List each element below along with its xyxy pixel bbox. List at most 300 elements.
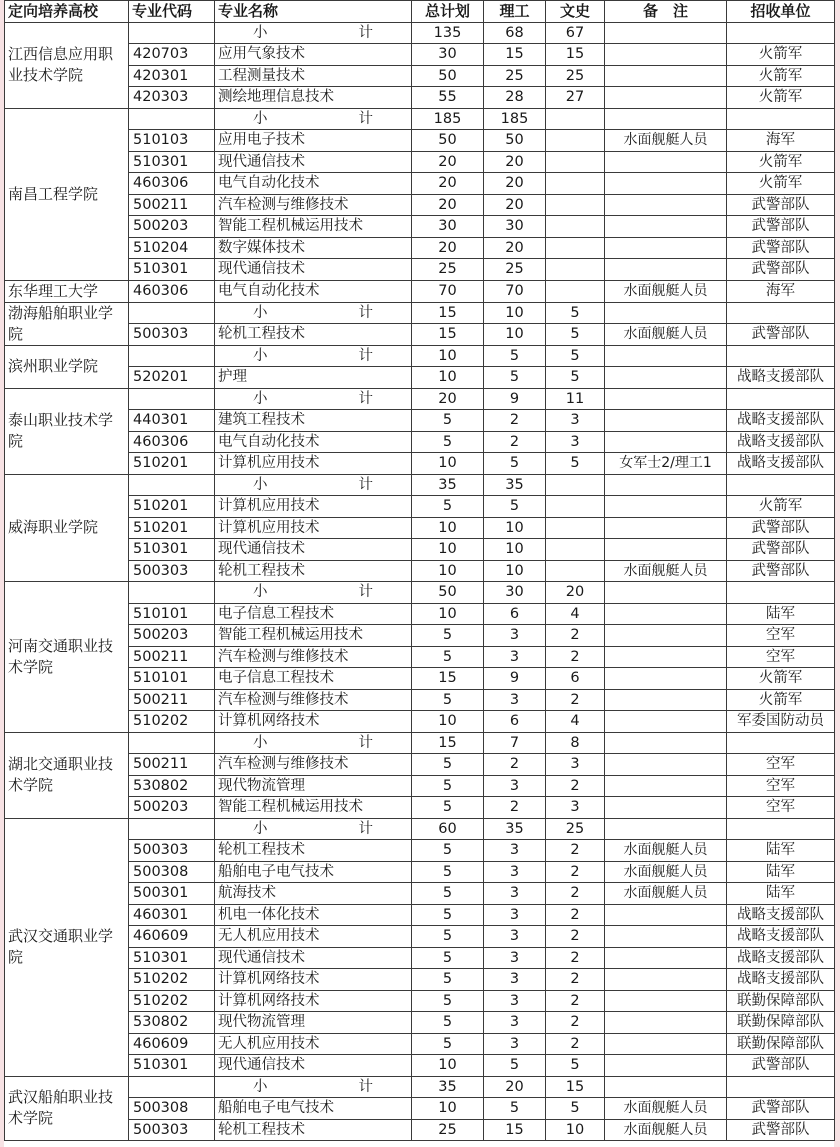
major-code: 500308 (129, 861, 215, 883)
recruiting-unit: 空军 (727, 754, 835, 776)
table-row (5, 65, 835, 87)
plan-total: 5 (412, 689, 484, 711)
header-total: 总计划 (412, 1, 484, 23)
subtotal-label (215, 732, 412, 754)
subtotal-row (5, 22, 835, 44)
plan-total: 5 (412, 754, 484, 776)
table-row (5, 496, 835, 518)
plan-science: 9 (484, 668, 546, 690)
subtotal-code-cell (129, 108, 215, 130)
remark (605, 65, 727, 87)
remark (605, 603, 727, 625)
remark (605, 668, 727, 690)
remark (605, 689, 727, 711)
subtotal-arts: 67 (546, 22, 605, 44)
plan-science: 15 (484, 1119, 546, 1141)
remark: 水面舰艇人员 (605, 861, 727, 883)
plan-total: 15 (412, 668, 484, 690)
plan-total: 10 (412, 539, 484, 561)
subtotal-code-cell (129, 818, 215, 840)
subtotal-arts: 25 (546, 818, 605, 840)
table-row (5, 1119, 835, 1141)
plan-arts: 3 (546, 431, 605, 453)
remark (605, 625, 727, 647)
plan-science: 30 (484, 216, 546, 238)
subtotal-total: 10 (412, 345, 484, 367)
enrollment-plan-sheet (4, 0, 834, 1147)
subtotal-note (605, 582, 727, 604)
plan-arts (546, 259, 605, 281)
major-code: 440301 (129, 410, 215, 432)
table-row (5, 151, 835, 173)
remark (605, 44, 727, 66)
major-name: 轮机工程技术 (215, 560, 412, 582)
plan-science: 50 (484, 130, 546, 152)
subtotal-label (215, 474, 412, 496)
plan-total: 5 (412, 646, 484, 668)
plan-science: 70 (484, 280, 546, 302)
plan-total: 5 (412, 990, 484, 1012)
plan-science: 2 (484, 797, 546, 819)
plan-arts (546, 216, 605, 238)
recruiting-unit: 火箭军 (727, 173, 835, 195)
subtotal-label (215, 108, 412, 130)
plan-total: 5 (412, 883, 484, 905)
remark (605, 904, 727, 926)
remark (605, 775, 727, 797)
recruiting-unit: 战略支援部队 (727, 947, 835, 969)
table-row (5, 324, 835, 346)
major-code: 510202 (129, 969, 215, 991)
remark (605, 969, 727, 991)
subtotal-label (215, 818, 412, 840)
plan-science: 2 (484, 754, 546, 776)
header-unit: 招收单位 (727, 1, 835, 23)
recruiting-unit: 联勤保障部队 (727, 1012, 835, 1034)
school-name: 威海职业学院 (5, 474, 129, 582)
plan-arts: 2 (546, 840, 605, 862)
plan-science: 5 (484, 453, 546, 475)
recruiting-unit: 空军 (727, 797, 835, 819)
subtotal-row (5, 108, 835, 130)
plan-arts: 2 (546, 990, 605, 1012)
recruiting-unit: 战略支援部队 (727, 367, 835, 389)
subtotal-total: 15 (412, 302, 484, 324)
plan-total: 5 (412, 947, 484, 969)
plan-science: 6 (484, 603, 546, 625)
subtotal-label-text: 小 计 (253, 24, 373, 41)
major-code: 420703 (129, 44, 215, 66)
major-name: 现代通信技术 (215, 151, 412, 173)
subtotal-science: 5 (484, 345, 546, 367)
subtotal-total: 35 (412, 1076, 484, 1098)
plan-science: 2 (484, 410, 546, 432)
remark (605, 367, 727, 389)
recruiting-unit: 战略支援部队 (727, 969, 835, 991)
subtotal-total: 20 (412, 388, 484, 410)
subtotal-science: 7 (484, 732, 546, 754)
major-code: 530802 (129, 1012, 215, 1034)
table-row (5, 259, 835, 281)
major-code: 460306 (129, 173, 215, 195)
table-row (5, 280, 835, 302)
subtotal-code-cell (129, 302, 215, 324)
recruiting-unit: 火箭军 (727, 496, 835, 518)
recruiting-unit: 武警部队 (727, 1098, 835, 1120)
plan-arts (546, 237, 605, 259)
plan-science: 3 (484, 883, 546, 905)
table-row (5, 539, 835, 561)
plan-total: 10 (412, 1098, 484, 1120)
table-row (5, 861, 835, 883)
remark: 水面舰艇人员 (605, 280, 727, 302)
major-code: 520201 (129, 367, 215, 389)
major-code: 510204 (129, 237, 215, 259)
major-code: 500303 (129, 560, 215, 582)
recruiting-unit: 火箭军 (727, 44, 835, 66)
school-name: 武汉交通职业学院 (5, 818, 129, 1076)
major-name: 计算机应用技术 (215, 517, 412, 539)
major-code: 500203 (129, 216, 215, 238)
recruiting-unit: 空军 (727, 775, 835, 797)
subtotal-label (215, 302, 412, 324)
plan-science: 20 (484, 151, 546, 173)
table-row (5, 668, 835, 690)
recruiting-unit: 陆军 (727, 840, 835, 862)
major-name: 轮机工程技术 (215, 1119, 412, 1141)
subtotal-code-cell (129, 345, 215, 367)
subtotal-unit (727, 345, 835, 367)
subtotal-label-text: 小 计 (253, 110, 373, 127)
plan-total: 5 (412, 969, 484, 991)
plan-arts: 2 (546, 625, 605, 647)
subtotal-note (605, 732, 727, 754)
major-code: 510103 (129, 130, 215, 152)
subtotal-arts (546, 474, 605, 496)
recruiting-unit: 海军 (727, 130, 835, 152)
subtotal-label-text: 小 计 (253, 584, 373, 601)
plan-arts: 2 (546, 947, 605, 969)
subtotal-unit (727, 732, 835, 754)
plan-science: 25 (484, 259, 546, 281)
table-row (5, 969, 835, 991)
plan-total: 10 (412, 1055, 484, 1077)
table-row (5, 904, 835, 926)
major-code: 460306 (129, 280, 215, 302)
header-code: 专业代码 (129, 1, 215, 23)
plan-total: 5 (412, 861, 484, 883)
major-code: 460609 (129, 926, 215, 948)
plan-total: 25 (412, 259, 484, 281)
plan-total: 30 (412, 216, 484, 238)
table-row (5, 603, 835, 625)
recruiting-unit: 火箭军 (727, 151, 835, 173)
major-code: 530802 (129, 775, 215, 797)
subtotal-science: 185 (484, 108, 546, 130)
remark (605, 990, 727, 1012)
subtotal-science: 68 (484, 22, 546, 44)
plan-total: 10 (412, 367, 484, 389)
table-row (5, 775, 835, 797)
major-name: 无人机应用技术 (215, 1033, 412, 1055)
plan-science: 20 (484, 194, 546, 216)
recruiting-unit: 战略支援部队 (727, 904, 835, 926)
remark (605, 754, 727, 776)
plan-arts: 5 (546, 1098, 605, 1120)
major-name: 无人机应用技术 (215, 926, 412, 948)
remark (605, 1033, 727, 1055)
subtotal-code-cell (129, 582, 215, 604)
remark (605, 216, 727, 238)
plan-science: 5 (484, 1055, 546, 1077)
school-name: 武汉船舶职业技术学院 (5, 1076, 129, 1141)
subtotal-note (605, 22, 727, 44)
remark (605, 410, 727, 432)
plan-total: 10 (412, 603, 484, 625)
recruiting-unit: 武警部队 (727, 539, 835, 561)
subtotal-note (605, 345, 727, 367)
table-row (5, 237, 835, 259)
recruiting-unit: 战略支援部队 (727, 926, 835, 948)
major-name: 汽车检测与维修技术 (215, 689, 412, 711)
major-code: 500211 (129, 646, 215, 668)
plan-arts: 2 (546, 775, 605, 797)
plan-arts: 2 (546, 689, 605, 711)
table-row (5, 87, 835, 109)
plan-total: 5 (412, 625, 484, 647)
major-name: 电气自动化技术 (215, 173, 412, 195)
major-name: 现代通信技术 (215, 259, 412, 281)
plan-science: 3 (484, 689, 546, 711)
remark (605, 173, 727, 195)
plan-science: 3 (484, 646, 546, 668)
remark (605, 259, 727, 281)
table-row (5, 410, 835, 432)
major-name: 计算机应用技术 (215, 453, 412, 475)
remark: 水面舰艇人员 (605, 840, 727, 862)
subtotal-arts (546, 108, 605, 130)
major-code: 500308 (129, 1098, 215, 1120)
subtotal-row (5, 474, 835, 496)
header-major: 专业名称 (215, 1, 412, 23)
recruiting-unit: 武警部队 (727, 1055, 835, 1077)
plan-total: 10 (412, 711, 484, 733)
plan-arts: 4 (546, 711, 605, 733)
plan-total: 5 (412, 904, 484, 926)
major-code: 510201 (129, 517, 215, 539)
plan-science: 5 (484, 367, 546, 389)
plan-total: 5 (412, 431, 484, 453)
subtotal-label-text: 小 计 (253, 347, 373, 364)
major-code: 460609 (129, 1033, 215, 1055)
plan-arts (546, 280, 605, 302)
subtotal-unit (727, 388, 835, 410)
recruiting-unit: 武警部队 (727, 517, 835, 539)
table-row (5, 367, 835, 389)
major-name: 汽车检测与维修技术 (215, 646, 412, 668)
plan-science: 3 (484, 840, 546, 862)
recruiting-unit: 军委国防动员 (727, 711, 835, 733)
remark (605, 646, 727, 668)
table-row (5, 883, 835, 905)
major-code: 500211 (129, 194, 215, 216)
plan-science: 10 (484, 539, 546, 561)
plan-total: 10 (412, 453, 484, 475)
subtotal-row (5, 818, 835, 840)
recruiting-unit: 空军 (727, 625, 835, 647)
plan-total: 20 (412, 194, 484, 216)
plan-total: 5 (412, 1012, 484, 1034)
subtotal-code-cell (129, 732, 215, 754)
subtotal-note (605, 818, 727, 840)
plan-arts: 2 (546, 646, 605, 668)
table-row (5, 216, 835, 238)
major-name: 计算机网络技术 (215, 969, 412, 991)
subtotal-arts: 5 (546, 345, 605, 367)
school-name: 东华理工大学 (5, 280, 129, 302)
plan-total: 5 (412, 1033, 484, 1055)
plan-total: 25 (412, 1119, 484, 1141)
major-code: 510301 (129, 151, 215, 173)
subtotal-unit (727, 474, 835, 496)
major-code: 420301 (129, 65, 215, 87)
remark (605, 1012, 727, 1034)
remark (605, 431, 727, 453)
plan-arts: 2 (546, 969, 605, 991)
plan-science: 2 (484, 431, 546, 453)
subtotal-row (5, 302, 835, 324)
plan-science: 20 (484, 173, 546, 195)
school-name: 渤海船舶职业学院 (5, 302, 129, 345)
subtotal-label-text: 小 计 (253, 304, 373, 321)
table-row (5, 431, 835, 453)
remark (605, 194, 727, 216)
school-name: 滨州职业学院 (5, 345, 129, 388)
remark (605, 151, 727, 173)
major-name: 航海技术 (215, 883, 412, 905)
subtotal-total: 35 (412, 474, 484, 496)
plan-science: 20 (484, 237, 546, 259)
plan-total: 50 (412, 130, 484, 152)
subtotal-note (605, 302, 727, 324)
major-code: 500211 (129, 689, 215, 711)
major-name: 应用电子技术 (215, 130, 412, 152)
recruiting-unit: 海军 (727, 280, 835, 302)
plan-arts: 10 (546, 1119, 605, 1141)
table-row (5, 797, 835, 819)
plan-total: 20 (412, 173, 484, 195)
plan-total: 20 (412, 151, 484, 173)
plan-arts: 2 (546, 1033, 605, 1055)
remark (605, 711, 727, 733)
subtotal-arts: 20 (546, 582, 605, 604)
remark: 水面舰艇人员 (605, 1098, 727, 1120)
subtotal-label-text: 小 计 (253, 390, 373, 407)
major-name: 现代通信技术 (215, 947, 412, 969)
plan-science: 10 (484, 324, 546, 346)
plan-total: 20 (412, 237, 484, 259)
table-row (5, 926, 835, 948)
major-code: 510301 (129, 1055, 215, 1077)
subtotal-unit (727, 302, 835, 324)
subtotal-science: 9 (484, 388, 546, 410)
recruiting-unit: 武警部队 (727, 259, 835, 281)
major-code: 420303 (129, 87, 215, 109)
plan-arts: 25 (546, 65, 605, 87)
table-row (5, 711, 835, 733)
recruiting-unit: 陆军 (727, 861, 835, 883)
table-row (5, 947, 835, 969)
subtotal-label-text: 小 计 (253, 734, 373, 751)
major-name: 计算机应用技术 (215, 496, 412, 518)
table-row (5, 990, 835, 1012)
major-code: 500203 (129, 797, 215, 819)
remark (605, 926, 727, 948)
subtotal-label-text: 小 计 (253, 820, 373, 837)
remark: 女军士2/理工1 (605, 453, 727, 475)
subtotal-unit (727, 582, 835, 604)
plan-total: 5 (412, 410, 484, 432)
major-name: 计算机网络技术 (215, 990, 412, 1012)
subtotal-code-cell (129, 22, 215, 44)
plan-science: 3 (484, 990, 546, 1012)
subtotal-science: 30 (484, 582, 546, 604)
subtotal-row (5, 732, 835, 754)
subtotal-science: 10 (484, 302, 546, 324)
subtotal-science: 20 (484, 1076, 546, 1098)
remark (605, 87, 727, 109)
plan-total: 15 (412, 324, 484, 346)
major-name: 护理 (215, 367, 412, 389)
major-name: 电气自动化技术 (215, 431, 412, 453)
plan-arts: 27 (546, 87, 605, 109)
subtotal-row (5, 388, 835, 410)
school-name: 江西信息应用职业技术学院 (5, 22, 129, 108)
subtotal-label-text: 小 计 (253, 1078, 373, 1095)
remark (605, 539, 727, 561)
plan-arts: 3 (546, 754, 605, 776)
plan-arts (546, 130, 605, 152)
remark: 水面舰艇人员 (605, 883, 727, 905)
plan-total: 5 (412, 496, 484, 518)
recruiting-unit: 武警部队 (727, 324, 835, 346)
subtotal-note (605, 474, 727, 496)
plan-total: 5 (412, 797, 484, 819)
major-name: 测绘地理信息技术 (215, 87, 412, 109)
subtotal-label (215, 582, 412, 604)
plan-science: 25 (484, 65, 546, 87)
enrollment-plan-table (4, 0, 835, 1141)
major-code: 510301 (129, 259, 215, 281)
header-school: 定向培养高校 (5, 1, 129, 23)
subtotal-unit (727, 22, 835, 44)
subtotal-science: 35 (484, 474, 546, 496)
major-name: 智能工程机械运用技术 (215, 216, 412, 238)
recruiting-unit: 火箭军 (727, 689, 835, 711)
major-code: 510101 (129, 668, 215, 690)
plan-arts (546, 151, 605, 173)
plan-arts: 2 (546, 926, 605, 948)
plan-arts (546, 496, 605, 518)
plan-total: 10 (412, 517, 484, 539)
table-row (5, 560, 835, 582)
remark: 水面舰艇人员 (605, 130, 727, 152)
major-name: 建筑工程技术 (215, 410, 412, 432)
plan-total: 70 (412, 280, 484, 302)
plan-science: 3 (484, 926, 546, 948)
plan-arts: 5 (546, 324, 605, 346)
plan-science: 15 (484, 44, 546, 66)
